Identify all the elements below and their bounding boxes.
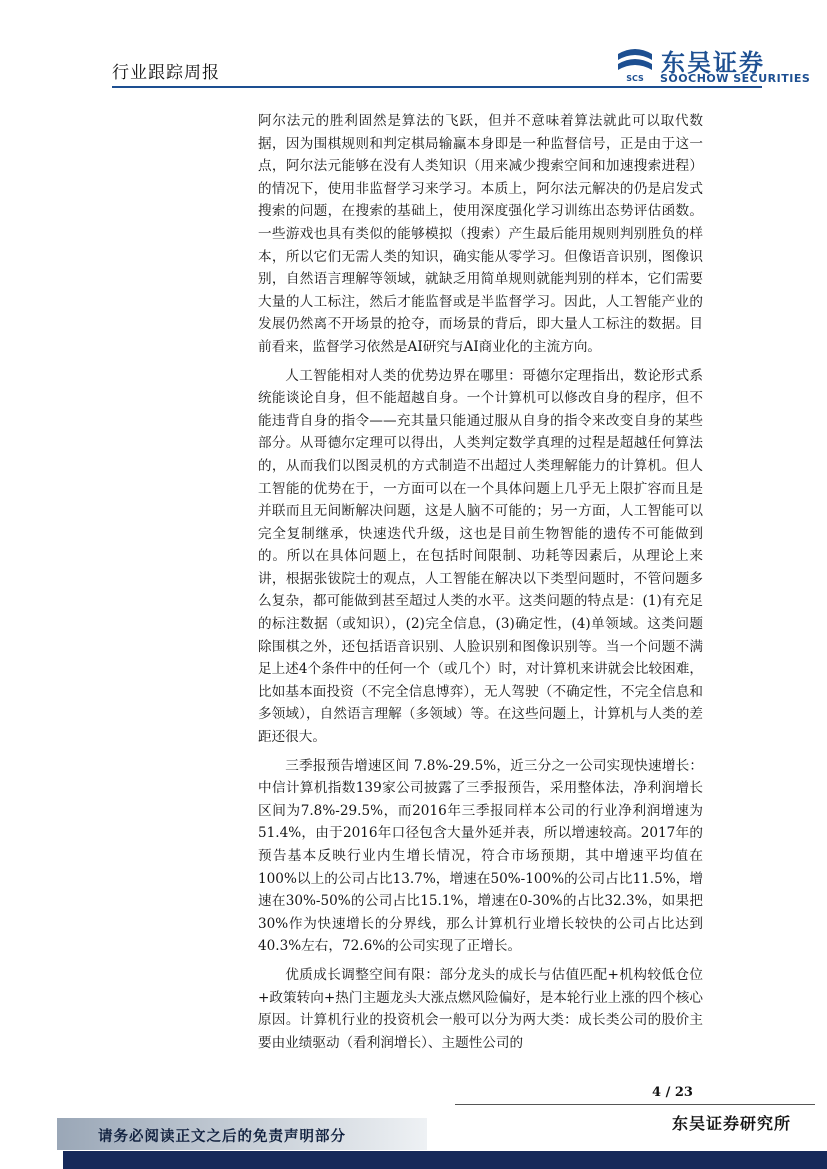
report-type-title: 行业跟踪周报 — [112, 63, 220, 83]
page-number: 4 / 23 — [652, 1085, 693, 1100]
paragraph-3: 三季报预告增速区间 7.8%-29.5%，近三分之一公司实现快速增长：中信计算机指数139家公司披露了三季报预告，采用整体法，净利润增长区间为7.8%-29.5%，而2016年三季报同样本公司的行业净利润增速为51.4%，由于2016年口径包含大量外延并表，所以增速较高。2017年的预告基本反映行业内生增长情况，符合市场预期，其中增速平均值在100%以上的公司占比13.7%，增速在50%-100%的公司占比11.5%，增速在30%-50%的公司占比15.1%，增速在0-30%的占比32.3%，如果把30%作为快速增长的分界线，那么计算机行业增长较快的公司占比达到40.3%左右，72.6%的公司实现了正增长。 — [258, 757, 703, 955]
footer-institute-name: 东吴证券研究所 — [672, 1114, 792, 1133]
paragraph-4: 优质成长调整空间有限：部分龙头的成长与估值匹配+机构较低仓位+政策转向+热门主题龙头大涨点燃风险偏好，是本轮行业上涨的四个核心原因。计算机行业的投资机会一般可以分为两大类：成长类公司的股价主要由业绩驱动（看利润增长）、主题性公司的 — [258, 966, 703, 1051]
logo-company-name: 东吴证券 — [661, 49, 765, 77]
logo-mark-text: SCS — [626, 74, 644, 82]
disclaimer-notice: 请务必阅读正文之后的免责声明部分 — [98, 1128, 346, 1145]
header-divider — [112, 86, 762, 88]
footer-divider — [455, 1104, 815, 1105]
body-text — [258, 110, 703, 1054]
paragraph-1: 阿尔法元的胜利固然是算法的飞跃，但并不意味着算法就此可以取代数据，因为围棋规则和判定棋局输赢本身即是一种监督信号，正是由于这一点，阿尔法元能够在没有人类知识（用来减少搜索空间和加速搜索进程）的情况下，使用非监督学习来学习。本质上，阿尔法元解决的仍是启发式搜索的问题，在搜索的基础上，使用深度强化学习训练出态势评估函数。一些游戏也具有类似的能够模拟（搜索）产生最后能用规则判别胜负的样本，所以它们无需人类的知识，确实能从零学习。但像语音识别，图像识别，自然语言理解等领域，就缺乏用简单规则就能判别的样本，它们需要大量的人工标注，然后才能监督或是半监督学习。因此，人工智能产业的发展仍然离不开场景的抢夺，而场景的背后，即大量人工标注的数据。目前看来，监督学习依然是AI研究与AI商业化的主流方向。 — [258, 113, 703, 355]
footer-bar — [63, 1151, 827, 1169]
scs-logo-icon — [614, 46, 656, 82]
paragraph-2: 人工智能相对人类的优势边界在哪里：哥德尔定理指出，数论形式系统能谈论自身，但不能超越自身。一个计算机可以修改自身的程序，但不能违背自身的指令——充其量只能通过服从自身的指令来改变自身的某些部分。从哥德尔定理可以得出，人类判定数学真理的过程是超越任何算法的，从而我们以图灵机的方式制造不出超过人类理解能力的计算机。但人工智能的优势在于，一方面可以在一个具体问题上几乎无上限扩容而且是并联而且无间断解决问题，这是人脑不可能的；另一方面，人工智能可以完全复制继承，快速迭代升级，这也是目前生物智能的遗传不可能做到的。所以在具体问题上，在包括时间限制、功耗等因素后，从理论上来讲，根据张钹院士的观点，人工智能在解决以下类型问题时，不管问题多么复杂，都可能做到甚至超过人类的水平。这类问题的特点是：(1)有充足的标注数据（或知识），(2)完全信息，(3)确定性，(4)单领域。这类问题除围棋之外，还包括语音识别、人脸识别和图像识别等。当一个问题不满足上述4个条件中的任何一个（或几个）时，对计算机来讲就会比较困难，比如基本面投资（不完全信息博弈），无人驾驶（不确定性，不完全信息和多领域），自然语言理解（多领域）等。在这些问题上，计算机与人类的差距还很大。 — [258, 367, 703, 746]
company-logo — [614, 42, 827, 86]
logo-english-name: SOOCHOW SECURITIES — [660, 72, 811, 85]
